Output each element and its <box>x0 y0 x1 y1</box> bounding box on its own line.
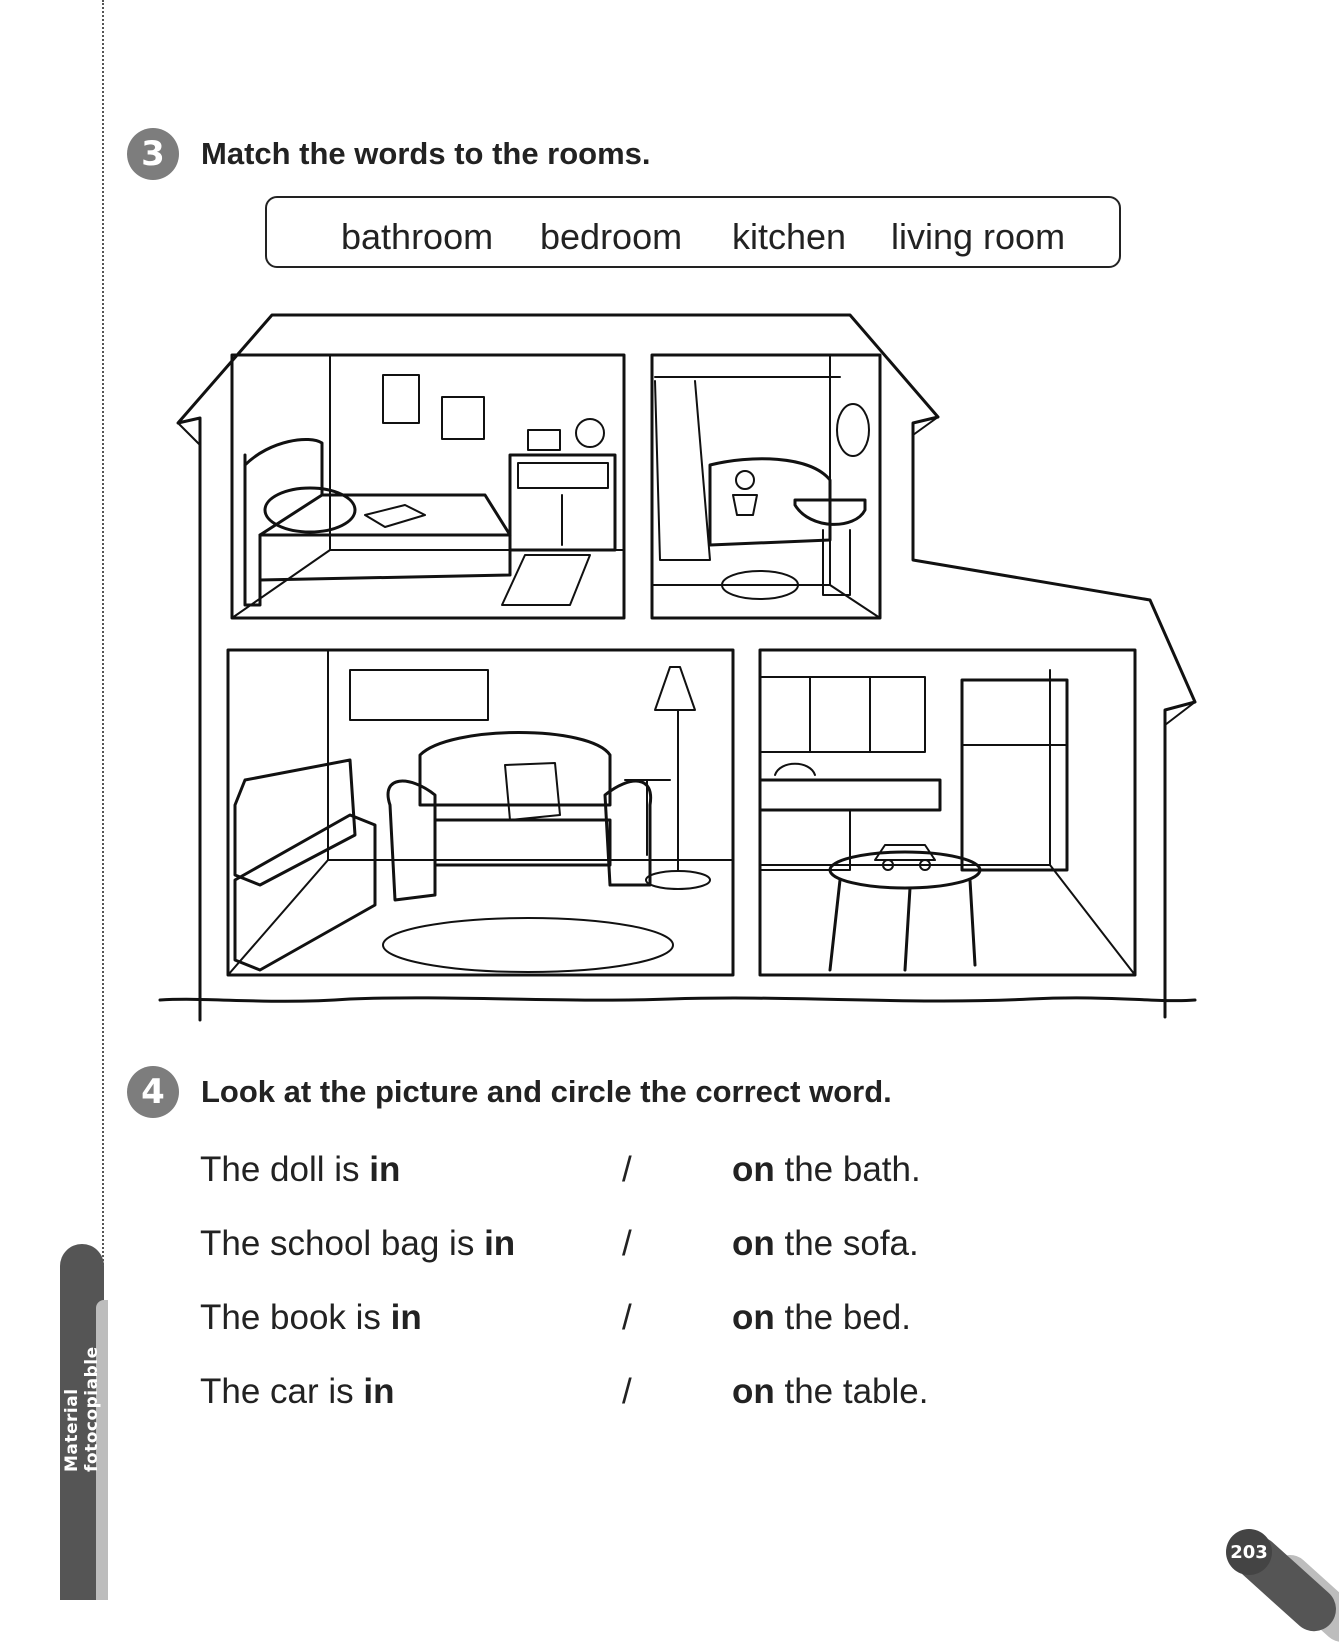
option-in[interactable]: in <box>369 1150 401 1189</box>
option-on[interactable]: on <box>732 1224 775 1263</box>
slash-separator: / <box>622 1150 632 1189</box>
bathroom-room <box>652 355 880 618</box>
side-tab-label: Material fotocopiable <box>62 1346 102 1472</box>
option-in[interactable]: in <box>363 1372 395 1411</box>
exercise-3-number: 3 <box>127 128 179 180</box>
page-number: 203 <box>1226 1529 1272 1575</box>
sentence-end: on the table. <box>732 1372 929 1411</box>
word-bedroom: bedroom <box>540 216 683 257</box>
house-illustration <box>150 305 1230 1035</box>
sentence-end: on the sofa. <box>732 1224 919 1263</box>
exercise-3-title: Match the words to the rooms. <box>201 136 651 171</box>
option-on[interactable]: on <box>732 1298 775 1337</box>
slash-separator: / <box>622 1298 632 1337</box>
word-living-room: living room <box>891 216 1066 257</box>
bedroom-room <box>232 355 624 618</box>
word-bank <box>265 196 1121 268</box>
sentence-start: The book is in <box>200 1298 422 1337</box>
exercise-4-title: Look at the picture and circle the correct word. <box>201 1074 892 1109</box>
option-in[interactable]: in <box>484 1224 516 1263</box>
sentence-row <box>200 1372 1100 1422</box>
sentence-end: on the bed. <box>732 1298 911 1337</box>
sentence-start: The car is in <box>200 1372 395 1411</box>
word-kitchen: kitchen <box>732 216 847 257</box>
sentence-row <box>200 1298 1100 1348</box>
exercise-4-number: 4 <box>127 1066 179 1118</box>
slash-separator: / <box>622 1372 632 1411</box>
option-on[interactable]: on <box>732 1150 775 1189</box>
word-bathroom: bathroom <box>341 216 494 257</box>
sentence-end: on the bath. <box>732 1150 921 1189</box>
living-room-room <box>228 650 733 975</box>
sentence-row <box>200 1224 1100 1274</box>
option-on[interactable]: on <box>732 1372 775 1411</box>
sentence-start: The doll is in <box>200 1150 401 1189</box>
kitchen-room <box>760 650 1135 975</box>
slash-separator: / <box>622 1224 632 1263</box>
option-in[interactable]: in <box>390 1298 422 1337</box>
sentence-row <box>200 1150 1100 1200</box>
page-number-tab <box>1220 1525 1339 1600</box>
sentence-start: The school bag is in <box>200 1224 516 1263</box>
